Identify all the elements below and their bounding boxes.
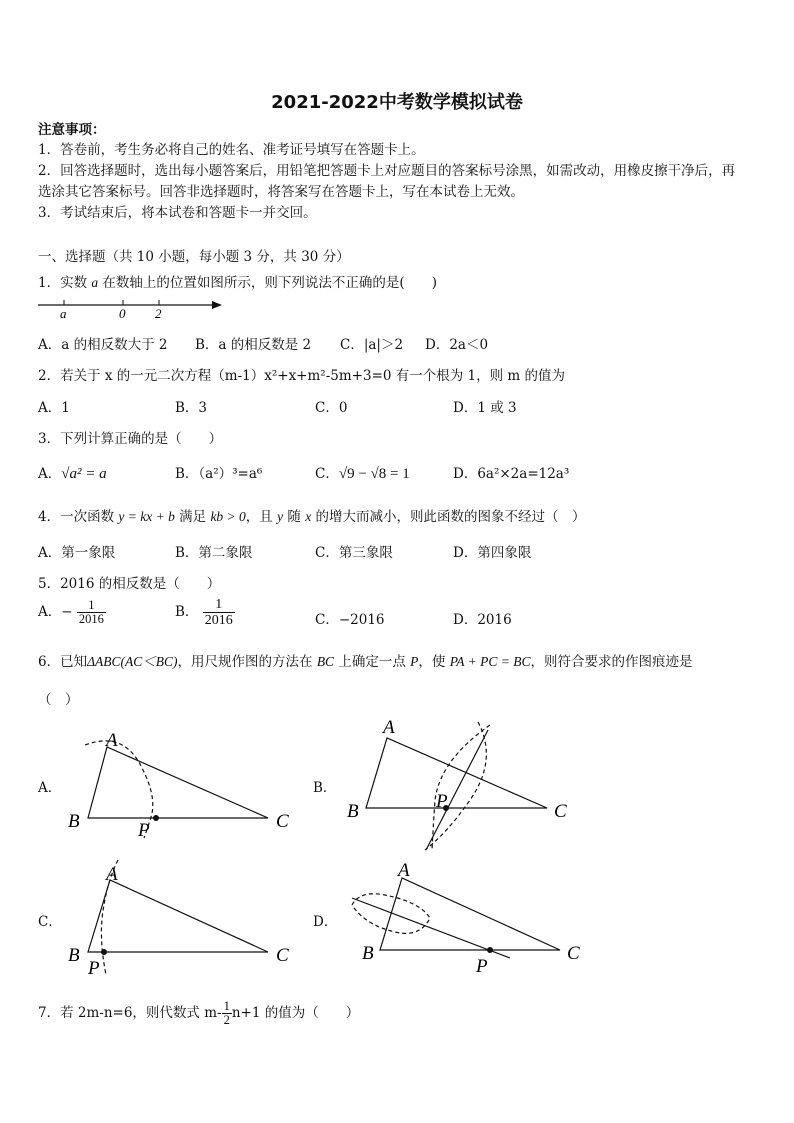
question-7-stem: 7．若 2m-n=6，则代数式 m- $\frac{1}{2}$ n+1 的值为（ ） (38, 999, 360, 1027)
q3-option-d[interactable]: D．6a²×2a=12a³ (453, 466, 570, 482)
fraction-a: $\frac{1}{2016}$ (78, 598, 104, 626)
formula-c: √9 − √8 = 1 (338, 466, 410, 482)
notice-item-3: 3．考试结束后，将本试卷和答题卡一并交回。 (38, 205, 317, 221)
label-2: 2 (155, 306, 162, 321)
question-1-stem: 1．实数 a 在数轴上的位置如图所示，则下列说法不正确的是( ) (38, 275, 437, 291)
q3-option-b[interactable]: B．（a²）³=a⁶ (175, 466, 263, 482)
q1-option-d[interactable]: D．2a＜0 (425, 337, 489, 353)
fraction-q7: $\frac{1}{2}$ (223, 999, 230, 1027)
triangle-c (88, 880, 268, 952)
label-A-c: A (106, 864, 118, 885)
q3-option-a[interactable]: A．√a² = a (38, 466, 107, 482)
q1-option-c[interactable]: C．|a|＞2 (340, 337, 404, 353)
arc-b1 (425, 722, 486, 850)
notice-item-2: 2．回答选择题时，选出每小题答案后，用铅笔把答题卡上对应题目的答案标号涂黑，如需改动，用橡皮擦干净后，再 (38, 163, 736, 179)
q4-option-c[interactable]: C．第三象限 (315, 545, 393, 561)
q3-option-c[interactable]: C．√9 − √8 = 1 (315, 466, 410, 482)
label-B-c: B (68, 945, 80, 966)
q1-option-b[interactable]: B．a 的相反数是 2 (195, 337, 312, 353)
label-B-d: B (362, 943, 374, 964)
figure-b (366, 722, 547, 850)
q5-option-c[interactable]: C．−2016 (315, 612, 385, 628)
q2-option-b[interactable]: B．3 (175, 400, 208, 416)
q5-option-a[interactable]: A．− $\frac{1}{2016}$ (38, 598, 104, 626)
q4-option-a[interactable]: A．第一象限 (38, 545, 116, 561)
bisector-b (426, 730, 488, 850)
q4-option-d[interactable]: D．第四象限 (453, 545, 532, 561)
label-P-c: P (88, 958, 100, 979)
notice-item-1: 1．答卷前，考生务必将自己的姓名、准考证号填写在答题卡上。 (38, 142, 425, 158)
label-C-c: C (276, 945, 289, 966)
point-p-a (153, 815, 159, 821)
q6-option-a[interactable]: A． (38, 780, 62, 796)
point-p-d (487, 947, 493, 953)
q2-option-d[interactable]: D．1 或 3 (453, 400, 517, 416)
triangle-d (380, 878, 560, 950)
label-A-b: A (383, 717, 395, 738)
label-P-a: P (138, 820, 150, 841)
label-A-d: A (398, 860, 410, 881)
q1-option-a[interactable]: A．a 的相反数大于 2 (38, 337, 168, 353)
label-A-a: A (106, 730, 118, 751)
fraction-b: $\frac{1}{2016}$ (204, 597, 233, 628)
notice-heading: 注意事项： (38, 122, 106, 138)
bisector-d (352, 898, 510, 958)
q4-option-b[interactable]: B．第二象限 (175, 545, 253, 561)
question-4-stem: 4．一次函数 y = kx + b 满足 kb > 0，且 y 随 x 的增大而减小，则此函数的图象不经过（ ） (38, 509, 586, 525)
label-B-b: B (347, 801, 359, 822)
label-P-b: P (436, 791, 448, 812)
label-a: a (60, 306, 67, 321)
notice-item-2-cont: 选涂其它答案标号。回答非选择题时，将答案写在答题卡上，写在本试卷上无效。 (38, 184, 524, 200)
triangle-b (366, 738, 547, 808)
label-B-a: B (68, 811, 80, 832)
q6-option-c[interactable]: C． (38, 914, 62, 930)
label-C-a: C (276, 811, 289, 832)
question-6-stem: 6．已知ΔABC(AC＜BC)，用尺规作图的方法在 BC 上确定一点 P，使 PA + PC = BC，则符合要求的作图痕迹是 (38, 654, 693, 670)
question-5-stem: 5．2016 的相反数是（ ） (38, 576, 221, 592)
point-p-c (101, 949, 107, 955)
label-0: 0 (119, 306, 126, 321)
q6-option-d[interactable]: D． (313, 914, 338, 930)
label-P-d: P (476, 956, 488, 977)
formula-a: √a² = a (61, 466, 107, 482)
q2-option-a[interactable]: A．1 (38, 400, 70, 416)
q5-option-b[interactable]: B． $\frac{1}{2016}$ (175, 597, 233, 628)
q2-option-c[interactable]: C．0 (315, 400, 348, 416)
exam-title: 2021-2022中考数学模拟试卷 (271, 92, 523, 113)
q5-option-d[interactable]: D．2016 (453, 612, 512, 628)
question-3-stem: 3．下列计算正确的是（ ） (38, 431, 223, 447)
label-C-d: C (567, 943, 580, 964)
triangle-a (88, 747, 268, 818)
figure-a (85, 741, 268, 838)
q6-option-b[interactable]: B． (313, 780, 337, 796)
figure-d (352, 878, 560, 958)
section-heading: 一、选择题（共 10 小题，每小题 3 分，共 30 分） (38, 249, 350, 265)
label-C-b: C (554, 801, 567, 822)
question-6-paren: （ ） (38, 692, 79, 708)
question-2-stem: 2．若关于 x 的一元二次方程（m-1）x²+x+m²-5m+3=0 有一个根为 1，则 m 的值为 (38, 368, 566, 384)
